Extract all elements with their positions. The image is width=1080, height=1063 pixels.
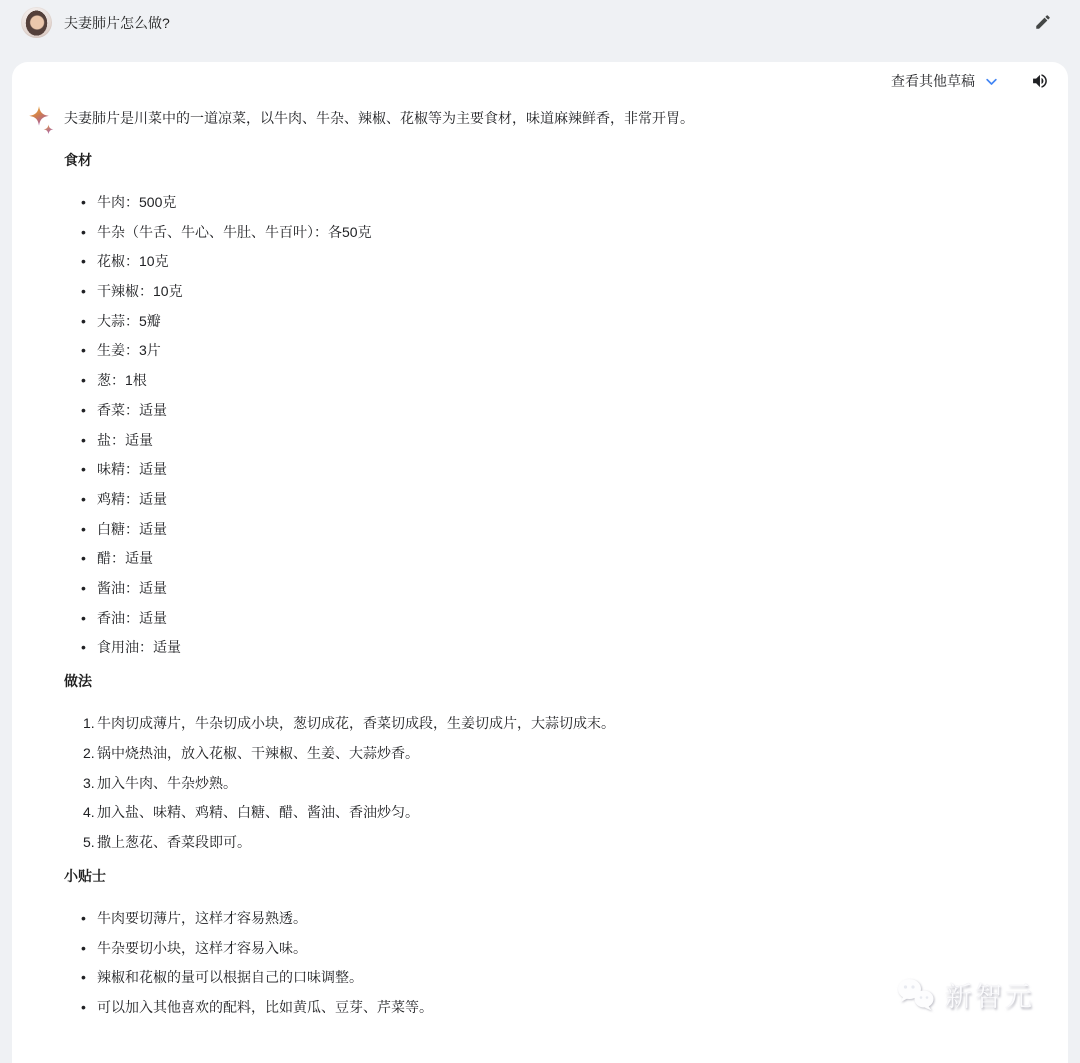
list-item: • 大蒜：5瓣 bbox=[64, 311, 1046, 332]
edit-button[interactable] bbox=[1033, 12, 1053, 32]
drafts-label: 查看其他草稿 bbox=[891, 73, 975, 89]
response-card bbox=[12, 62, 1068, 1063]
list-item: • 葱：1根 bbox=[64, 370, 1046, 391]
watermark-text: 新智元 bbox=[945, 982, 1035, 1012]
list-item: • 白糖：适量 bbox=[64, 519, 1046, 540]
list-item: • 牛肉：500克 bbox=[64, 192, 1046, 213]
user-question: 夫妻肺片怎么做? bbox=[64, 15, 170, 31]
user-message-row bbox=[0, 0, 1080, 62]
list-item: • 牛杂（牛舌、牛心、牛肚、牛百叶）：各50克 bbox=[64, 222, 1046, 243]
list-item: 加入牛肉、牛杂炒熟。 bbox=[97, 774, 237, 791]
response-content bbox=[64, 108, 1046, 1031]
section-list bbox=[64, 908, 1046, 1018]
list-item: • 味精：适量 bbox=[64, 459, 1046, 480]
section-heading: 做法 bbox=[64, 673, 92, 690]
pencil-icon bbox=[1034, 13, 1052, 31]
assistant-response bbox=[12, 90, 1068, 1031]
list-item: • 辣椒和花椒的量可以根据自己的口味调整。 bbox=[64, 967, 1046, 988]
intro-paragraph: 夫妻肺片是川菜中的一道凉菜，以牛肉、牛杂、辣椒、花椒等为主要食材，味道麻辣鲜香，非常开胃。 bbox=[64, 110, 694, 126]
list-item: • 牛杂要切小块，这样才容易入味。 bbox=[64, 938, 1046, 959]
section-list bbox=[64, 192, 1046, 658]
list-item: • 食用油：适量 bbox=[64, 637, 1046, 658]
section-heading: 食材 bbox=[64, 152, 92, 168]
chevron-down-icon bbox=[984, 74, 999, 89]
drafts-row bbox=[12, 62, 1068, 90]
speak-response-button[interactable] bbox=[1029, 70, 1051, 92]
avatar[interactable] bbox=[21, 7, 52, 38]
view-other-drafts-button[interactable] bbox=[891, 71, 999, 91]
section-heading: 小贴士 bbox=[64, 868, 106, 885]
list-item: 牛肉切成薄片，牛杂切成小块，葱切成花，香菜切成段，生姜切成片，大蒜切成末。 bbox=[97, 715, 615, 732]
volume-icon bbox=[1030, 71, 1050, 91]
sparkle-icon bbox=[26, 105, 56, 145]
list-item: 锅中烧热油，放入花椒、干辣椒、生姜、大蒜炒香。 bbox=[97, 745, 419, 761]
list-item: • 花椒：10克 bbox=[64, 251, 1046, 272]
list-item: • 可以加入其他喜欢的配料，比如黄瓜、豆芽、芹菜等。 bbox=[64, 997, 1046, 1018]
list-item: • 香菜：适量 bbox=[64, 400, 1046, 421]
list-item: • 酱油：适量 bbox=[64, 578, 1046, 599]
list-item: • 生姜：3片 bbox=[64, 340, 1046, 361]
response-sections bbox=[64, 150, 1046, 1018]
list-item: 撒上葱花、香菜段即可。 bbox=[97, 834, 251, 851]
list-item: • 醋：适量 bbox=[64, 548, 1046, 569]
list-item: • 盐：适量 bbox=[64, 430, 1046, 451]
section-list bbox=[64, 713, 1046, 853]
list-item: 加入盐、味精、鸡精、白糖、醋、酱油、香油炒匀。 bbox=[97, 804, 419, 821]
list-item: • 鸡精：适量 bbox=[64, 489, 1046, 510]
list-item: • 干辣椒：10克 bbox=[64, 281, 1046, 302]
list-item: • 牛肉要切薄片，这样才容易熟透。 bbox=[64, 908, 1046, 929]
list-item: • 香油：适量 bbox=[64, 608, 1046, 629]
